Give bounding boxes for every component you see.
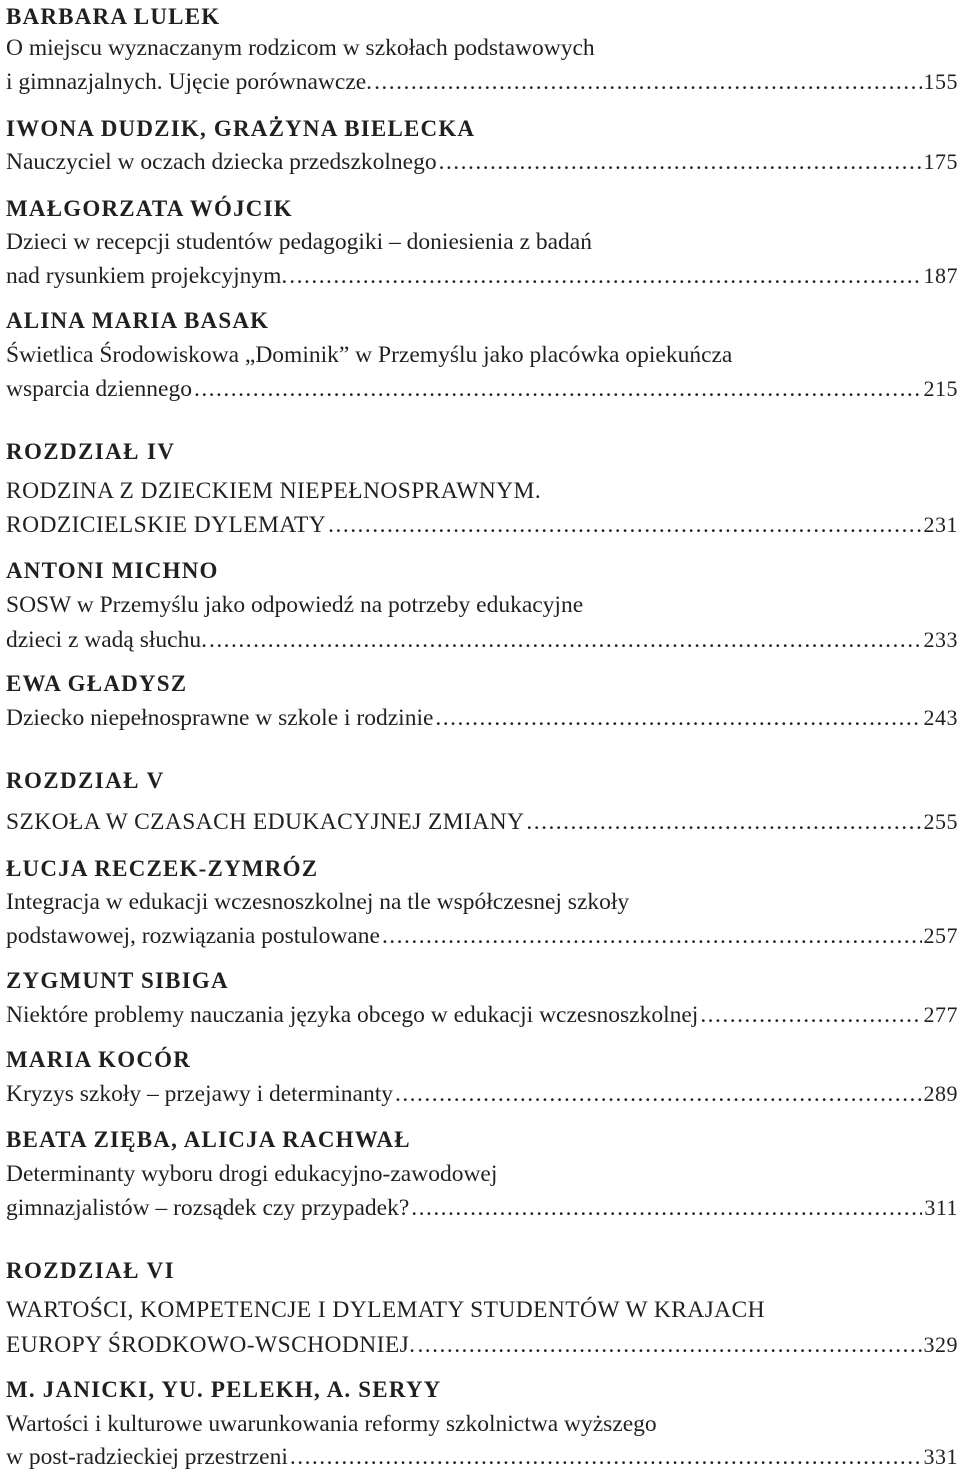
toc-entry-last-line[interactable] — [6, 145, 958, 179]
toc-title-line: nad rysunkiem projekcyjnym. — [6, 263, 288, 289]
chapter-title-line: EUROPY ŚRODKOWO-WSCHODNIEJ. — [6, 1332, 416, 1358]
toc-entry-last-line[interactable] — [6, 372, 958, 406]
toc-title-line: podstawowej, rozwiązania postulowane — [6, 923, 380, 949]
leader-dots — [526, 805, 921, 839]
chapter-label: ROZDZIAŁ IV — [6, 439, 176, 464]
toc-title-line: i gimnazjalnych. Ujęcie porównawcze. — [6, 69, 373, 95]
toc-page-number: 231 — [923, 512, 958, 537]
toc-entry-last-line[interactable] — [6, 1440, 958, 1474]
toc-title-line: Determinanty wyboru drogi edukacyjno-zawodowej — [6, 1161, 498, 1187]
toc-title-line: dzieci z wadą słuchu. — [6, 627, 207, 653]
toc-entry-last-line[interactable] — [6, 508, 958, 542]
leader-dots — [289, 259, 921, 293]
toc-page-number: 311 — [924, 1195, 958, 1220]
toc-title-line: Nauczyciel w oczach dziecka przedszkolnego — [6, 149, 437, 175]
toc-entry-last-line[interactable] — [6, 805, 958, 839]
toc-title-line: Kryzys szkoły – przejawy i determinanty — [6, 1081, 393, 1107]
toc-page-number: 175 — [923, 149, 958, 174]
leader-dots — [290, 1440, 922, 1474]
leader-dots — [328, 508, 921, 542]
toc-title-line: Dziecko niepełnosprawne w szkole i rodzinie — [6, 705, 434, 731]
toc-entry-last-line[interactable] — [6, 1191, 958, 1225]
leader-dots — [382, 919, 922, 953]
chapter-label: ROZDZIAŁ VI — [6, 1258, 175, 1283]
toc-page-number: 289 — [923, 1081, 958, 1106]
toc-author: MARIA KOCÓR — [6, 1047, 192, 1072]
toc-entry-last-line[interactable] — [6, 1328, 958, 1362]
leader-dots — [194, 372, 922, 406]
leader-dots — [209, 623, 922, 657]
toc-title-line: Integracja w edukacji wczesnoszkolnej na tle współczesnej szkoły — [6, 889, 630, 915]
toc-entry-last-line[interactable] — [6, 998, 958, 1032]
toc-entry-last-line[interactable] — [6, 623, 958, 657]
toc-author: ZYGMUNT SIBIGA — [6, 968, 229, 993]
leader-dots — [411, 1191, 922, 1225]
toc-author: ALINA MARIA BASAK — [6, 308, 270, 333]
toc-title-line: O miejscu wyznaczanym rodzicom w szkołach podstawowych — [6, 35, 595, 61]
toc-page-number: 243 — [923, 705, 958, 730]
toc-page-number: 187 — [923, 263, 958, 288]
toc-title-line: gimnazjalistów – rozsądek czy przypadek? — [6, 1195, 410, 1221]
toc-title-line: Świetlica Środowiskowa „Dominik” w Przemyślu jako placówka opiekuńcza — [6, 342, 733, 368]
toc-page-number: 215 — [923, 376, 958, 401]
chapter-label: ROZDZIAŁ V — [6, 768, 165, 793]
toc-title-line: SOSW w Przemyślu jako odpowiedź na potrzeby edukacyjne — [6, 592, 584, 618]
toc-title-line: Dzieci w recepcji studentów pedagogiki – doniesienia z badań — [6, 229, 592, 255]
toc-entry-last-line[interactable] — [6, 259, 958, 293]
chapter-title-line: SZKOŁA W CZASACH EDUKACYJNEJ ZMIANY — [6, 809, 525, 835]
leader-dots — [700, 998, 921, 1032]
toc-page-number: 155 — [923, 69, 958, 94]
toc-author: BEATA ZIĘBA, ALICJA RACHWAŁ — [6, 1127, 411, 1152]
leader-dots — [395, 1077, 922, 1111]
toc-page-number: 255 — [923, 809, 958, 834]
toc-page-number: 329 — [923, 1332, 958, 1357]
toc-author: MAŁGORZATA WÓJCIK — [6, 196, 293, 221]
toc-entry-last-line[interactable] — [6, 701, 958, 735]
leader-dots — [417, 1328, 921, 1362]
toc-title-line: Wartości i kulturowe uwarunkowania reformy szkolnictwa wyższego — [6, 1411, 657, 1437]
toc-page-number: 331 — [923, 1444, 958, 1469]
toc-entry-last-line[interactable] — [6, 919, 958, 953]
toc-page-number: 257 — [923, 923, 958, 948]
leader-dots — [439, 145, 922, 179]
toc-page-number: 277 — [923, 1002, 958, 1027]
toc-author: EWA GŁADYSZ — [6, 671, 188, 696]
toc-title-line: Niektóre problemy nauczania języka obcego w edukacji wczesnoszkolnej — [6, 1002, 699, 1028]
leader-dots — [435, 701, 921, 735]
chapter-title-line: WARTOŚCI, KOMPETENCJE I DYLEMATY STUDENTÓW W KRAJACH — [6, 1297, 765, 1323]
toc-author: BARBARA LULEK — [6, 4, 221, 29]
leader-dots — [374, 65, 921, 99]
toc-author: M. JANICKI, YU. PELEKH, A. SERYY — [6, 1377, 442, 1402]
chapter-title-line: RODZINA Z DZIECKIEM NIEPEŁNOSPRAWNYM. — [6, 478, 542, 504]
toc-entry-last-line[interactable] — [6, 65, 958, 99]
toc-title-line: w post-radzieckiej przestrzeni — [6, 1444, 288, 1470]
toc-author: ANTONI MICHNO — [6, 558, 219, 583]
toc-author: IWONA DUDZIK, GRAŻYNA BIELECKA — [6, 116, 476, 141]
toc-title-line: wsparcia dziennego — [6, 376, 192, 402]
toc-author: ŁUCJA RECZEK-ZYMRÓZ — [6, 856, 319, 881]
chapter-title-line: RODZICIELSKIE DYLEMATY — [6, 512, 327, 538]
toc-entry-last-line[interactable] — [6, 1077, 958, 1111]
toc-page-number: 233 — [923, 627, 958, 652]
